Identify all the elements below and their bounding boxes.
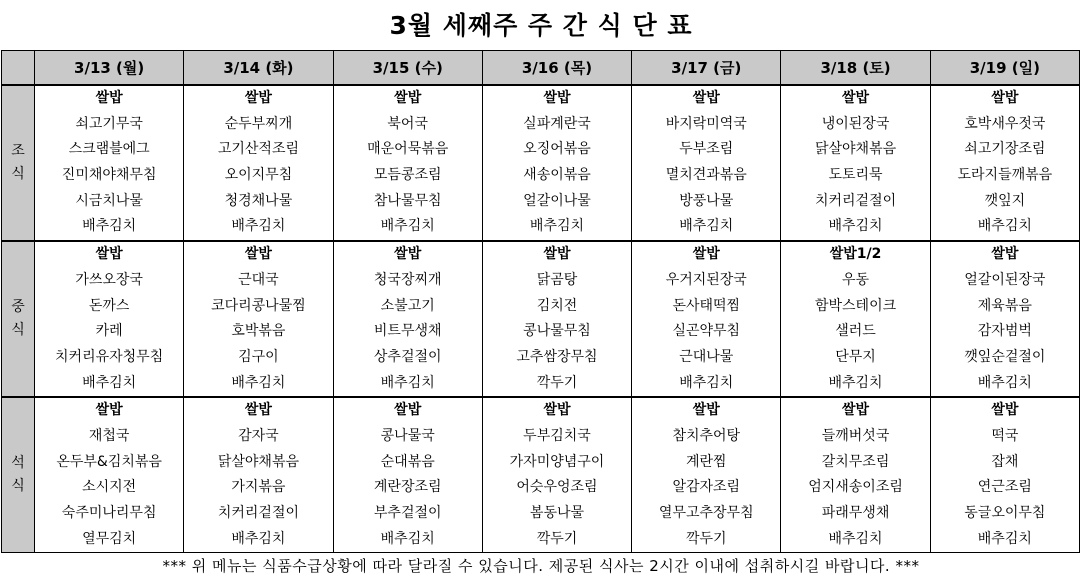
menu-item: 치커리겉절이 <box>217 505 299 521</box>
menu-cell <box>632 241 781 397</box>
menu-item: 카레 <box>95 323 123 340</box>
menu-item: 단무지 <box>835 348 876 365</box>
menu-item: 쌀밥 <box>394 402 422 419</box>
menu-item: 배추김치 <box>679 218 734 235</box>
menu-item: 깍두기 <box>685 530 727 547</box>
menu-item: 배추김치 <box>679 374 734 391</box>
menu-cell <box>930 241 1079 397</box>
menu-item: 근대나물 <box>679 348 734 365</box>
menu-item: 진미채야채무침 <box>61 167 157 184</box>
menu-cell <box>184 241 333 397</box>
menu-item: 상추겉절이 <box>373 348 442 365</box>
menu-item: 두부조림 <box>679 141 734 158</box>
meal-label-char: 식 <box>11 322 25 339</box>
menu-item: 근대국 <box>238 271 279 288</box>
menu-item: 가쓰오장국 <box>75 271 143 288</box>
meal-label-lunch <box>2 241 35 397</box>
menu-item: 숙주미나리무침 <box>61 505 157 521</box>
menu-item: 실파계란국 <box>523 115 591 132</box>
menu-item: 김구이 <box>238 348 279 365</box>
menu-cell <box>781 85 930 241</box>
menu-cell <box>333 397 482 553</box>
menu-item: 배추김치 <box>529 218 585 235</box>
menu-item: 감자범벅 <box>977 323 1032 340</box>
menu-item: 쌀밥 <box>95 90 123 106</box>
menu-cell <box>333 85 482 241</box>
menu-item: 순대볶음 <box>380 453 435 470</box>
menu-item: 배추김치 <box>231 218 286 235</box>
menu-item: 호박새우젓국 <box>964 115 1046 132</box>
menu-item: 어슷우엉조림 <box>516 479 598 496</box>
menu-item: 알감자조림 <box>672 479 741 496</box>
menu-item: 배추김치 <box>82 218 137 235</box>
menu-item: 쌀밥 <box>394 246 422 263</box>
menu-item: 쇠고기무국 <box>75 115 143 132</box>
menu-cell <box>930 85 1079 241</box>
menu-item: 오징어볶음 <box>523 141 591 158</box>
menu-item: 샐러드 <box>835 323 876 340</box>
menu-item: 우거지된장국 <box>665 271 747 288</box>
menu-item: 부추겉절이 <box>373 505 442 521</box>
menu-item: 쌀밥 <box>543 90 571 106</box>
menu-item: 닭살야채볶음 <box>217 453 299 470</box>
menu-item: 닭살야채볶음 <box>814 141 897 158</box>
menu-item: 계란찜 <box>685 453 727 470</box>
menu-item: 두부김치국 <box>523 427 591 444</box>
menu-cell <box>781 397 930 553</box>
menu-item: 돈사태떡찜 <box>672 297 741 314</box>
menu-item: 배추김치 <box>380 218 435 235</box>
meal-label-char: 식 <box>11 166 25 183</box>
menu-item: 코다리콩나물찜 <box>211 297 306 314</box>
menu-item: 참치추어탕 <box>672 427 741 444</box>
menu-item: 갈치무조림 <box>821 453 890 470</box>
menu-cell <box>632 397 781 553</box>
menu-item: 배추김치 <box>977 374 1032 391</box>
menu-cell <box>632 85 781 241</box>
menu-item: 파래무생채 <box>821 505 890 521</box>
menu-item: 닭곰탕 <box>536 271 578 288</box>
menu-item: 쌀밥 <box>991 90 1019 106</box>
menu-item: 깻잎지 <box>984 192 1026 209</box>
menu-item: 돈까스 <box>88 297 130 314</box>
menu-item: 깻잎순겉절이 <box>964 348 1046 365</box>
menu-item: 멸치견과볶음 <box>665 167 747 184</box>
day-header: 3/15 (수) <box>333 51 482 86</box>
meal-label-char: 식 <box>11 478 25 495</box>
day-header: 3/16 (목) <box>482 51 631 86</box>
meal-label-char: 조 <box>11 143 25 160</box>
day-header: 3/18 (토) <box>781 51 930 86</box>
menu-cell <box>184 85 333 241</box>
menu-item: 고추쌈장무침 <box>516 348 598 365</box>
day-header: 3/14 (화) <box>184 51 333 86</box>
menu-item: 배추김치 <box>828 218 883 235</box>
menu-item: 소시지전 <box>82 479 137 496</box>
menu-item: 배추김치 <box>82 374 137 391</box>
menu-item: 잡채 <box>991 453 1019 470</box>
menu-item: 비트무생채 <box>373 323 442 340</box>
menu-item: 콩나물국 <box>380 427 435 444</box>
menu-item: 북어국 <box>387 115 428 132</box>
menu-item: 시금치나물 <box>75 192 143 209</box>
menu-item: 쌀밥 <box>543 246 571 263</box>
meal-label-char: 중 <box>11 299 25 316</box>
menu-item: 쌀밥 <box>692 90 720 106</box>
menu-item: 쌀밥 <box>692 246 720 263</box>
menu-item: 소불고기 <box>380 297 435 314</box>
menu-item: 쌀밥 <box>244 90 272 106</box>
menu-cell <box>35 241 184 397</box>
menu-item: 쌀밥 <box>394 90 422 106</box>
menu-cell <box>482 85 631 241</box>
menu-item: 쌀밥 <box>244 402 272 419</box>
menu-item: 열무고추장무침 <box>658 505 754 521</box>
menu-item: 깍두기 <box>536 530 578 547</box>
menu-item: 청경채나물 <box>224 192 293 209</box>
menu-item: 쌀밥1/2 <box>829 246 882 263</box>
menu-item: 참나물무침 <box>373 192 442 209</box>
menu-item: 호박볶음 <box>231 323 286 340</box>
menu-item: 온두부&김치볶음 <box>56 453 162 470</box>
meal-label-char: 석 <box>11 455 25 472</box>
menu-item: 얼갈이된장국 <box>964 271 1046 288</box>
menu-item: 배추김치 <box>977 530 1032 547</box>
menu-item: 바지락미역국 <box>665 115 747 132</box>
menu-cell <box>333 241 482 397</box>
menu-cell <box>930 397 1079 553</box>
menu-item: 새송이볶음 <box>523 167 591 184</box>
menu-item: 쌀밥 <box>95 246 123 263</box>
day-header-row <box>2 51 1080 86</box>
meal-row-breakfast <box>2 85 1080 241</box>
meal-label-breakfast <box>2 85 35 241</box>
menu-item: 동글오이무침 <box>964 505 1046 521</box>
menu-item: 감자국 <box>238 427 279 444</box>
menu-cell <box>184 397 333 553</box>
menu-item: 고기산적조림 <box>217 141 299 158</box>
day-header: 3/19 (일) <box>930 51 1079 86</box>
menu-cell <box>35 397 184 553</box>
menu-item: 매운어묵볶음 <box>367 141 449 158</box>
menu-item: 쌀밥 <box>692 402 720 419</box>
menu-item: 쌀밥 <box>543 402 571 419</box>
menu-item: 배추김치 <box>828 374 883 391</box>
menu-item: 얼갈이나물 <box>523 192 591 209</box>
menu-item: 배추김치 <box>380 530 435 547</box>
meal-row-dinner <box>2 397 1080 553</box>
menu-cell <box>35 85 184 241</box>
meal-label-dinner <box>2 397 35 553</box>
page-title: 3월 세째주 주 간 식 단 표 <box>389 11 693 40</box>
menu-item: 김치전 <box>536 297 578 314</box>
menu-cell <box>781 241 930 397</box>
menu-item: 배추김치 <box>977 218 1032 235</box>
menu-item: 오이지무침 <box>224 167 293 184</box>
menu-item: 쇠고기장조림 <box>964 141 1046 158</box>
menu-item: 쌀밥 <box>95 402 123 419</box>
day-header: 3/17 (금) <box>632 51 781 86</box>
menu-item: 청국장찌개 <box>373 271 442 288</box>
menu-item: 실곤약무침 <box>672 323 741 340</box>
menu-item: 방풍나물 <box>679 192 734 209</box>
menu-item: 배추김치 <box>231 530 286 547</box>
menu-item: 쌀밥 <box>991 246 1019 263</box>
menu-item: 순두부찌개 <box>224 115 293 132</box>
menu-item: 계란장조림 <box>373 479 442 496</box>
menu-item: 쌀밥 <box>842 90 870 106</box>
menu-item: 재첩국 <box>88 427 130 444</box>
menu-item: 가자미양념구이 <box>509 453 605 470</box>
menu-item: 봄동나물 <box>529 505 585 521</box>
menu-item: 모듬콩조림 <box>373 167 442 184</box>
menu-cell <box>482 241 631 397</box>
menu-item: 떡국 <box>991 427 1019 444</box>
weekly-menu-table <box>1 50 1080 553</box>
menu-item: 들깨버섯국 <box>821 427 890 444</box>
menu-item: 쌀밥 <box>991 402 1019 419</box>
menu-item: 도토리묵 <box>828 167 883 184</box>
menu-item: 쌀밥 <box>244 246 272 263</box>
menu-item: 연근조림 <box>977 479 1032 496</box>
corner-cell <box>2 51 35 86</box>
menu-item: 치커리겉절이 <box>814 192 897 209</box>
footer-notice: *** 위 메뉴는 식품수급상황에 따라 달라질 수 있습니다. 제공된 식사는 2시간 이내에 섭취하시길 바랍니다. *** <box>162 557 920 575</box>
menu-item: 스크램블에그 <box>68 141 150 158</box>
menu-item: 열무김치 <box>82 530 137 547</box>
menu-item: 깍두기 <box>536 374 578 391</box>
menu-item: 배추김치 <box>380 374 435 391</box>
meal-row-lunch <box>2 241 1080 397</box>
menu-item: 도라지들깨볶음 <box>957 167 1053 184</box>
menu-item: 배추김치 <box>231 374 286 391</box>
menu-item: 쌀밥 <box>842 402 870 419</box>
menu-item: 함박스테이크 <box>814 297 897 314</box>
menu-item: 치커리유자청무침 <box>55 348 164 365</box>
menu-item: 냉이된장국 <box>821 115 890 132</box>
menu-item: 우동 <box>842 271 870 288</box>
menu-item: 제육볶음 <box>977 297 1032 314</box>
day-header: 3/13 (월) <box>35 51 184 86</box>
menu-item: 가지볶음 <box>231 479 286 496</box>
menu-item: 엄지새송이조림 <box>808 479 903 496</box>
menu-item: 배추김치 <box>828 530 883 547</box>
menu-item: 콩나물무침 <box>523 323 591 340</box>
menu-cell <box>482 397 631 553</box>
